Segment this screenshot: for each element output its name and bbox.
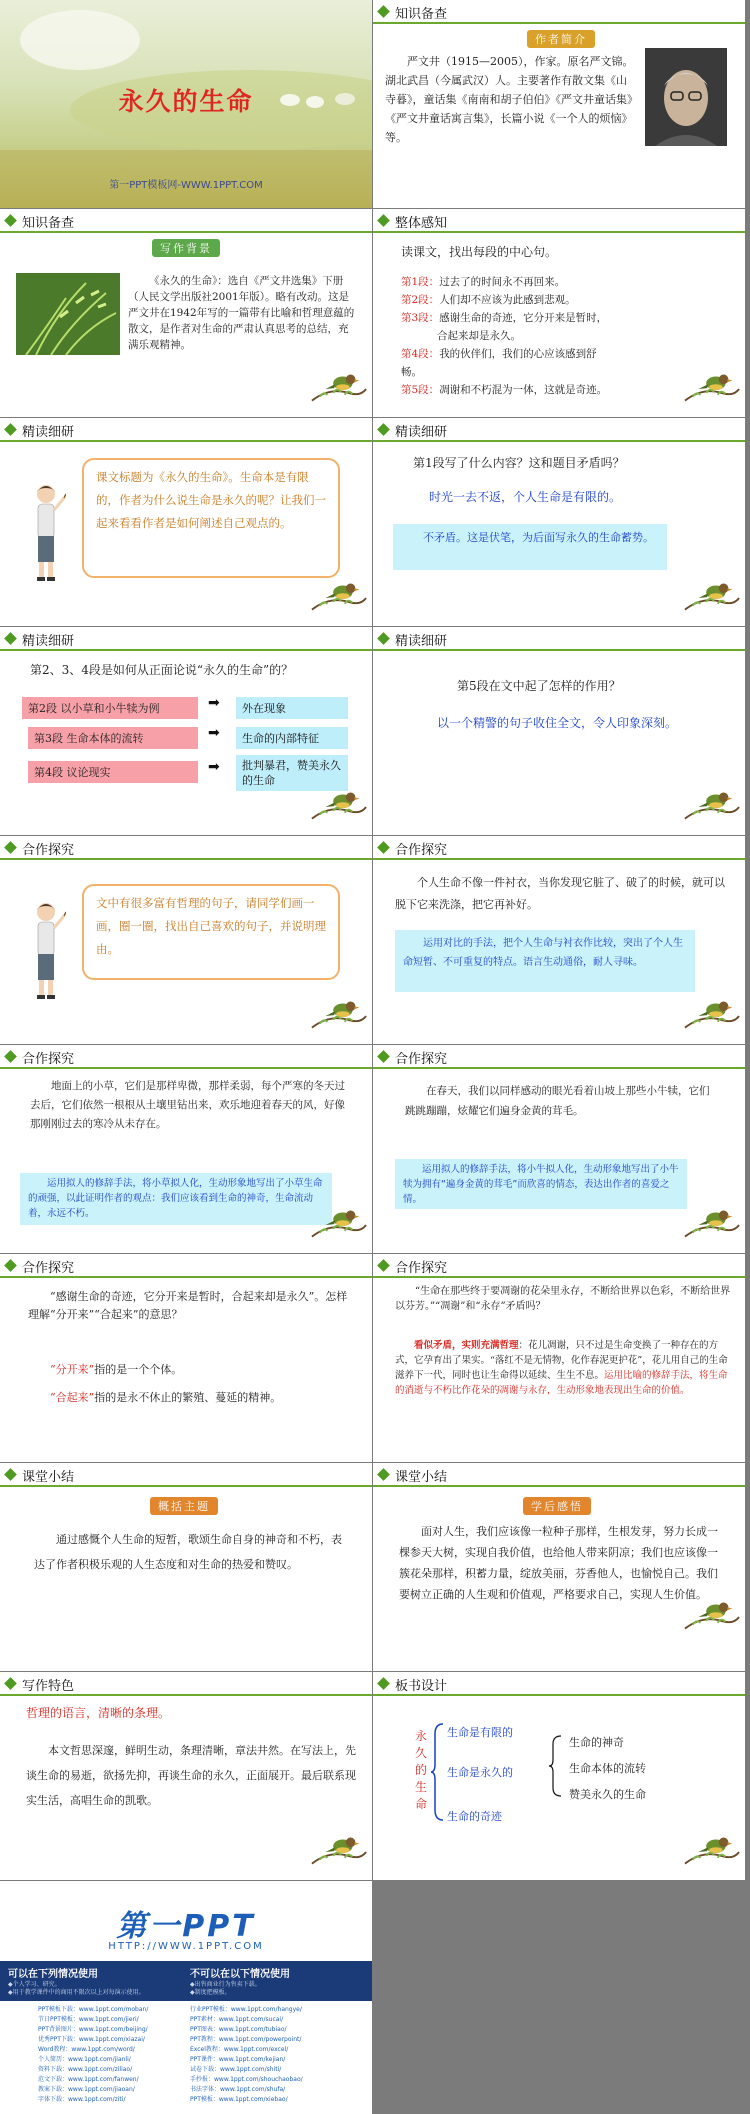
diamond-icon — [377, 841, 390, 854]
link-item[interactable]: 资料下载：www.1ppt.com/ziliao/ — [38, 2066, 133, 2073]
link-item[interactable]: PPT背景图片：www.1ppt.com/beijing/ — [38, 2026, 148, 2033]
ad-info-panel — [0, 1961, 372, 2114]
bird-decoration — [310, 1203, 368, 1249]
slide-header — [373, 209, 745, 233]
bird-decoration — [310, 367, 368, 413]
link-item[interactable]: 范文下载：www.1ppt.com/fanwen/ — [38, 2076, 139, 2083]
bird-decoration — [310, 785, 368, 831]
slide-close-reading-para5[interactable] — [373, 627, 745, 835]
slide-writing-features[interactable] — [0, 1672, 372, 1880]
para-label: 第4段 议论现实 — [28, 761, 198, 783]
board-root: 永久的生命 — [415, 1729, 428, 1811]
bird-decoration — [683, 785, 741, 831]
section-badge: 学后感悟 — [523, 1497, 591, 1515]
slide-overall-perception[interactable] — [373, 209, 745, 417]
answer-text: 时光一去不返，个人生命是有限的。 — [429, 490, 622, 504]
answer-separate: “分开来”指的是一个个体。 — [50, 1363, 183, 1376]
usage-allowed-1: ◆个人学习、研究。 — [8, 1981, 61, 1988]
link-item[interactable]: PPT模板下载：www.1ppt.com/moban/ — [38, 2006, 149, 2013]
slide-summary-reflection[interactable] — [373, 1463, 745, 1671]
diamond-icon — [377, 1259, 390, 1272]
diamond-icon — [377, 1468, 390, 1481]
board-right-1: 生命的神奇 — [569, 1736, 624, 1749]
quote-text: “生命在那些终于要凋谢的花朵里永存，不断给世界以色彩，不断给世界以芬芳。”“凋谢”和“永存”矛盾吗？ — [395, 1286, 731, 1312]
diamond-icon — [4, 1050, 17, 1063]
link-item[interactable]: 教案下载：www.1ppt.com/jiaoan/ — [38, 2086, 135, 2093]
brand-logo: 第一PPT — [116, 1909, 256, 1944]
slide-header — [373, 1045, 745, 1069]
brace-left — [431, 1722, 445, 1822]
slide-close-reading-paras234[interactable] — [0, 627, 372, 835]
slide-header-title: 写作特色 — [22, 1679, 75, 1694]
slide-header — [0, 1672, 372, 1696]
analysis-box — [395, 1159, 687, 1209]
background-text: 《永久的生命》：选自《严文井选集》下册（人民文学出版社2001年版）。略有改动。这是严文井在1942年写的一篇带有比喻和哲理意蕴的散文，是作者对生命的严肃认真思考的总结，充满乐观精神。 — [128, 275, 355, 351]
teacher-illustration — [26, 900, 66, 1000]
author-text: 严文井（1915—2005），作家。原名严文锦。湖北武昌（今属武汉）人。主要著作有散文集《山寺暮》，童话集《南南和胡子伯伯》《严文井童话集》《严文井童话寓言集》，长篇小说《一个人的烦恼》等。 — [385, 55, 634, 144]
slide-header — [0, 1463, 372, 1487]
slide-header — [373, 836, 745, 860]
link-item[interactable]: 手抄报：www.1ppt.com/shouchaobao/ — [190, 2076, 303, 2083]
usage-denied-2: ◆制度把模板。 — [190, 1989, 231, 1996]
list-item: 第4段：我的伙伴们，我们的心应该感到舒畅。 — [401, 348, 597, 378]
links-right — [190, 2005, 303, 2105]
title-footer: 第一PPT模板网-WWW.1PPT.COM — [109, 180, 263, 191]
bird-decoration — [683, 576, 741, 622]
diamond-icon — [377, 1677, 390, 1690]
analysis-text: 运用拟人的修辞手法，将小草拟人化，生动形象地写出了小草生命的顽强，以此证明作者的观点：我们应该看到生命的神奇，生命流动着，永远不朽。 — [28, 1178, 323, 1219]
reflection-text: 面对人生，我们应该像一粒种子那样，生根发芽，努力长成一棵参天大树，实现自我价值，也给他人带来阴凉；我们也应该像一簇花朵那样，积蓄力量，绽放美丽，芬香他人，也愉悦自己。我们要树立正确的人生观和价值观，严格要求自己，实现人生价值。 — [399, 1525, 718, 1601]
diamond-icon — [4, 214, 17, 227]
slide-cooperative-shirt[interactable] — [373, 836, 745, 1044]
slide-header — [373, 418, 745, 442]
diamond-icon — [377, 632, 390, 645]
slide-header-title: 整体感知 — [395, 216, 448, 231]
slide-header — [373, 627, 745, 651]
diamond-icon — [4, 1677, 17, 1690]
usage-denied-title: 不可以在以下情况使用 — [190, 1969, 290, 1980]
slide-close-reading-intro[interactable] — [0, 418, 372, 626]
slide-summary-theme[interactable] — [0, 1463, 372, 1671]
bird-decoration — [683, 1595, 741, 1641]
slide-cooperative-intro[interactable] — [0, 836, 372, 1044]
list-item: 第1段：过去了的时间永不再回来。 — [401, 276, 566, 288]
note-text: 不矛盾。这是伏笔，为后面写永久的生命蓄势。 — [423, 531, 654, 544]
board-mid-1: 生命是有限的 — [447, 1726, 513, 1739]
para-meaning: 批判暴君，赞美永久的生命 — [236, 755, 348, 791]
note-box — [393, 524, 667, 570]
bird-decoration — [683, 1830, 741, 1876]
grass-photo — [16, 273, 120, 355]
board-mid-2: 生命是永久的 — [447, 1766, 513, 1779]
link-item[interactable]: PPT素材：www.1ppt.com/sucai/ — [190, 2016, 284, 2023]
summary-text: 通过感慨个人生命的短暂，歌颂生命自身的神奇和不朽，表达了作者积极乐观的人生态度和对生命的热爱和赞叹。 — [34, 1533, 342, 1571]
para-meaning: 外在现象 — [236, 697, 348, 719]
answer-together: “合起来”指的是永不休止的繁殖、蔓延的精神。 — [50, 1391, 282, 1404]
link-item[interactable]: 书法字体：www.1ppt.com/shufa/ — [190, 2086, 286, 2093]
author-portrait — [645, 48, 727, 146]
brand-url[interactable]: HTTP://WWW.1PPT.COM — [108, 1941, 264, 1952]
slide-header — [0, 627, 372, 651]
section-badge: 概括主题 — [150, 1497, 218, 1515]
slide-header — [373, 0, 745, 24]
speech-bubble: 文中有很多富有哲理的句子，请同学们画一画，圈一圈，找出自己喜欢的句子，并说明理由。 — [82, 884, 340, 980]
list-item: 第5段：凋谢和不朽混为一体，这就是奇迹。 — [401, 384, 608, 396]
list-item: 第2段：人们却不应该为此感到悲观。 — [401, 294, 576, 306]
diamond-icon — [377, 5, 390, 18]
link-item[interactable]: Excel教程：www.1ppt.com/excel/ — [190, 2046, 289, 2053]
slide-header — [373, 1672, 745, 1696]
section-badge: 作者简介 — [527, 30, 595, 48]
analysis-text: 运用对比的手法，把个人生命与衬衣作比较，突出了个人生命短暂、不可重复的特点。语言生动通俗，耐人寻味。 — [403, 938, 683, 968]
arrow-right-icon: ➡ — [208, 759, 220, 775]
link-item[interactable]: 个人简历：www.1ppt.com/jianli/ — [38, 2056, 131, 2063]
link-item[interactable]: 节日PPT模板：www.1ppt.com/jieri/ — [38, 2016, 139, 2023]
slide-title[interactable] — [0, 0, 372, 208]
slide-writing-background[interactable] — [0, 209, 372, 417]
slide-cooperative-separate-together[interactable] — [0, 1254, 372, 1462]
slide-header-title: 精读细研 — [22, 634, 75, 649]
slide-board-design[interactable] — [373, 1672, 745, 1880]
answer-text: 看似矛盾，实则充满哲理：花儿凋谢，只不过是生命变换了一种存在的方式，它孕育出了果实。“落红不是无情物，化作春泥更护花”，花儿用自己的生命滋养下一代，同时也让生命得以延续、生生不息。运用比喻的修辞手法，将生命的消逝与不朽比作花朵的凋谢与永存，生动形象地表现出生命的价值。 — [395, 1340, 728, 1396]
bird-decoration — [310, 1830, 368, 1876]
slide-header-title: 合作探究 — [395, 1261, 448, 1276]
diamond-icon — [4, 632, 17, 645]
para-label: 第2段 以小草和小牛犊为例 — [22, 697, 198, 719]
teacher-illustration — [26, 482, 66, 582]
paragraph-list — [401, 273, 611, 399]
slide-header-title: 合作探究 — [395, 843, 448, 858]
slide-header-title: 合作探究 — [22, 843, 75, 858]
slide-header — [0, 836, 372, 860]
diamond-icon — [377, 1050, 390, 1063]
link-item[interactable]: PPT图表：www.1ppt.com/tubiao/ — [190, 2026, 287, 2033]
quote-text: “感谢生命的奇迹，它分开来是暂时，合起来却是永久”。怎样理解“分开来”“合起来”的意思？ — [28, 1290, 348, 1321]
slide-close-reading-para1[interactable] — [373, 418, 745, 626]
question-text: 第1段写了什么内容？这和题目矛盾吗？ — [413, 456, 625, 470]
usage-allowed-2: ◆用于教学课件中的商用不限次以上对每演示使用。 — [8, 1989, 145, 1996]
diamond-icon — [4, 1468, 17, 1481]
quote-text: 个人生命不像一件衬衣，当你发现它脏了、破了的时候，就可以脱下它来洗涤，把它再补好。 — [395, 876, 725, 911]
link-item[interactable]: 试卷下载：www.1ppt.com/shiti/ — [190, 2066, 282, 2073]
slide-header-title: 精读细研 — [395, 425, 448, 440]
board-right-2: 生命本体的流转 — [569, 1762, 646, 1775]
feature-subtitle: 哲理的语言，清晰的条理。 — [26, 1706, 171, 1720]
slide-header-title: 板书设计 — [395, 1679, 448, 1694]
link-item[interactable]: Word教程：www.1ppt.com/word/ — [38, 2046, 135, 2053]
bird-decoration — [683, 994, 741, 1040]
arrow-right-icon: ➡ — [208, 725, 220, 741]
link-item[interactable]: 优秀PPT下载：www.1ppt.com/xiazai/ — [38, 2036, 145, 2043]
slide-header-title: 课堂小结 — [22, 1470, 75, 1485]
slide-header — [0, 1045, 372, 1069]
bird-decoration — [683, 1203, 741, 1249]
question-text: 第2、3、4段是如何从正面论说“永久的生命”的？ — [30, 663, 294, 677]
analysis-box — [395, 930, 695, 992]
presentation-title: 永久的生命 — [118, 87, 254, 116]
diamond-icon — [4, 423, 17, 436]
bird-decoration — [310, 576, 368, 622]
feature-text: 本文哲思深邃，鲜明生动，条理清晰，章法井然。在写法上，先谈生命的易逝，欲扬先抑，再谈生命的永久，正面展开。最后联系现实生活，高唱生命的凯歌。 — [26, 1744, 356, 1807]
board-mid-3: 生命的奇迹 — [447, 1810, 502, 1823]
slide-header-title: 合作探究 — [22, 1261, 75, 1276]
analysis-text: 运用拟人的修辞手法，将小牛拟人化，生动形象地写出了小牛犊为拥有“遍身金黄的茸毛”而欣喜的情态，表达出作者的喜爱之情。 — [403, 1164, 679, 1205]
slide-cooperative-grass[interactable] — [0, 1045, 372, 1253]
answer-text: 以一个精警的句子收住全文，令人印象深刻。 — [437, 716, 678, 730]
bird-decoration — [683, 367, 741, 413]
diamond-icon — [377, 423, 390, 436]
analysis-box — [20, 1173, 332, 1225]
slide-author-intro[interactable] — [373, 0, 745, 208]
para-meaning: 生命的内部特征 — [236, 727, 348, 749]
links-panel — [0, 2001, 372, 2114]
usage-allowed-title: 可以在下列情况使用 — [8, 1969, 98, 1980]
quote-text: 地面上的小草，它们是那样卑微，那样柔弱，每个严寒的冬天过去后，它们依然一根根从土壤里钻出来，欢乐地迎着春天的风，好像那刚刚过去的寒冷从未存在。 — [30, 1080, 345, 1130]
link-item[interactable]: 字体下载：www.1ppt.com/ziti/ — [38, 2096, 126, 2103]
slide-cooperative-flowers[interactable] — [373, 1254, 745, 1462]
slide-header — [0, 1254, 372, 1278]
link-item[interactable]: PPT模板：www.1ppt.com/xiebao/ — [190, 2096, 288, 2103]
speech-bubble: 课文标题为《永久的生命》。生命本是有限的，作者为什么说生命是永久的呢？让我们一起来看看作者是如何阐述自己观点的。 — [82, 458, 340, 578]
link-item[interactable]: PPT教程：www.1ppt.com/powerpoint/ — [190, 2036, 302, 2043]
link-item[interactable]: PPT课件：www.1ppt.com/kejian/ — [190, 2056, 286, 2063]
diamond-icon — [377, 214, 390, 227]
task-prompt: 读课文，找出每段的中心句。 — [401, 245, 558, 259]
usage-denied-1: ◆出售商业行为售卖下载。 — [190, 1981, 261, 1988]
list-item: 第3段：感谢生命的奇迹，它分开来是暂时，合起来却是永久。 — [401, 312, 608, 342]
slide-cooperative-calf[interactable] — [373, 1045, 745, 1253]
slide-header-title: 知识备查 — [395, 7, 448, 22]
brace-right — [549, 1734, 563, 1798]
diamond-icon — [4, 1259, 17, 1272]
slide-header — [373, 1463, 745, 1487]
slide-header-title: 课堂小结 — [395, 1470, 448, 1485]
slide-header-title: 精读细研 — [22, 425, 75, 440]
slide-header-title: 合作探究 — [395, 1052, 448, 1067]
slide-header-title: 精读细研 — [395, 634, 448, 649]
slide-advertisement[interactable] — [0, 1881, 372, 2114]
arrow-right-icon: ➡ — [208, 695, 220, 711]
board-right-3: 赞美永久的生命 — [569, 1788, 646, 1801]
quote-text: 在春天，我们以同样感动的眼光看着山坡上那些小牛犊，它们跳跳蹦蹦，炫耀它们遍身金黄的茸毛。 — [405, 1085, 710, 1117]
slide-header — [373, 1254, 745, 1278]
section-badge: 写作背景 — [152, 239, 220, 257]
bird-decoration — [310, 994, 368, 1040]
slide-header-title: 合作探究 — [22, 1052, 75, 1067]
question-text: 第5段在文中起了怎样的作用？ — [457, 679, 621, 693]
diamond-icon — [4, 841, 17, 854]
para-label: 第3段 生命本体的流转 — [28, 727, 198, 749]
slide-header — [0, 418, 372, 442]
links-left — [38, 2005, 148, 2105]
link-item[interactable]: 行业PPT模板：www.1ppt.com/hangye/ — [190, 2006, 302, 2013]
slide-header-title: 知识备查 — [22, 216, 75, 231]
slide-header — [0, 209, 372, 233]
